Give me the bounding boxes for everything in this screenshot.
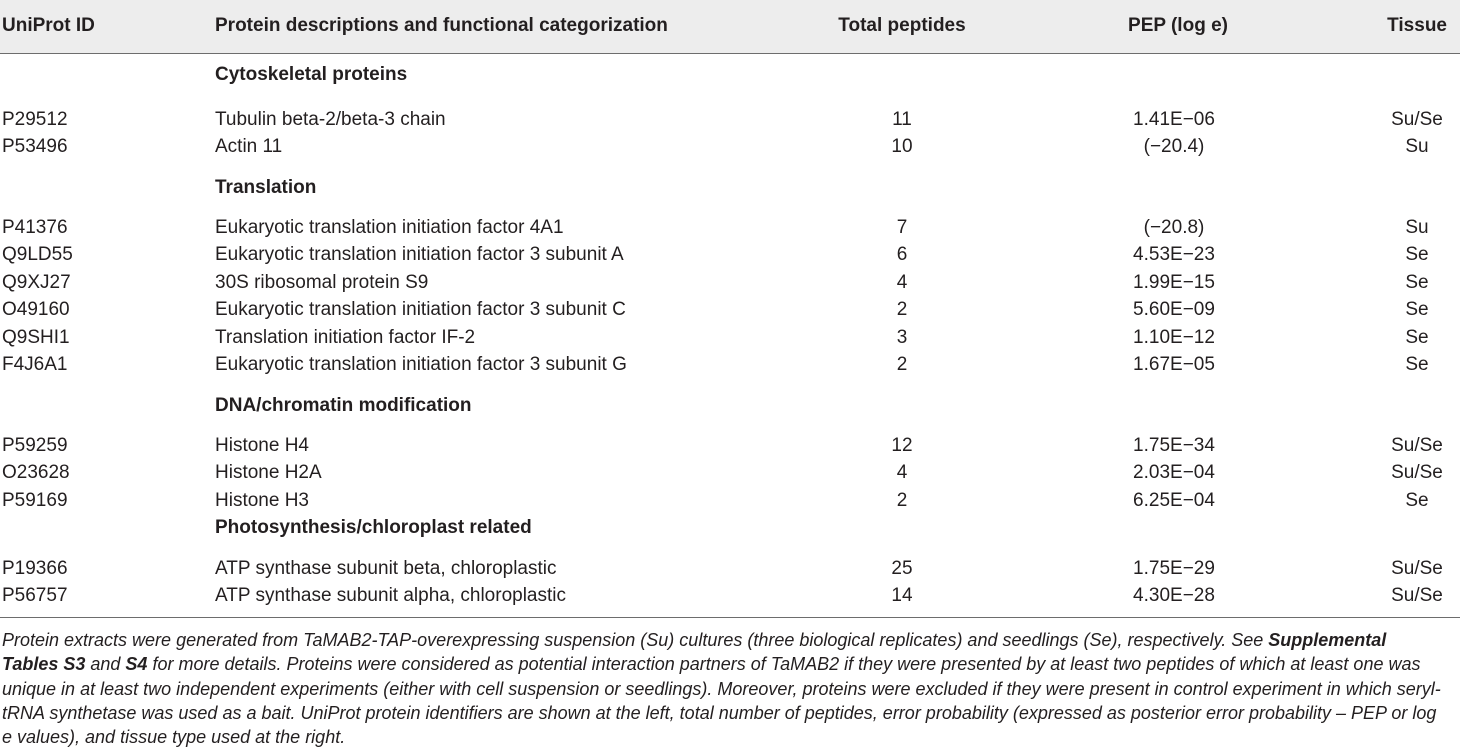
cell-tissue: Su/Se bbox=[1391, 462, 1443, 483]
cell-pep: 1.75E−29 bbox=[1133, 558, 1215, 579]
cell-pep: 4.30E−28 bbox=[1133, 585, 1215, 606]
footnote-text: for more details. Proteins were considered as potential interaction partners of TaMAB2 if they were presented by at least two peptides of which at least one was unique in at least two independent experiments (either with cell suspension or seedlings). Moreover, proteins were excluded if they were present in control experiment in which seryl-tRNA synthetase was used as a bait. UniProt protein identifiers are shown at the left, total number of peptides, error probability (expressed as posterior error probability – PEP or log e values), and tissue type used at the right. bbox=[2, 654, 1441, 748]
cell-description: Tubulin beta-2/beta-3 chain bbox=[215, 109, 446, 130]
cell-tissue: Su/Se bbox=[1391, 558, 1443, 579]
cell-tissue: Su/Se bbox=[1391, 585, 1443, 606]
cell-uniprot-id: P53496 bbox=[2, 136, 68, 157]
cell-peptides: 3 bbox=[896, 327, 908, 348]
cell-description: Eukaryotic translation initiation factor 4A1 bbox=[215, 217, 564, 238]
cell-uniprot-id: P56757 bbox=[2, 585, 68, 606]
header-pep: PEP (log e) bbox=[1128, 15, 1228, 36]
cell-tissue: Se bbox=[1405, 327, 1429, 348]
cell-peptides: 4 bbox=[896, 272, 908, 293]
table-bottom-rule bbox=[0, 617, 1460, 618]
cell-uniprot-id: P59169 bbox=[2, 490, 68, 511]
cell-pep: 1.75E−34 bbox=[1133, 435, 1215, 456]
header-description: Protein descriptions and functional categorization bbox=[215, 15, 668, 36]
cell-tissue: Se bbox=[1405, 299, 1429, 320]
category-heading: DNA/chromatin modification bbox=[215, 395, 472, 416]
footnote-supplemental-link: Supplemental Tables S3 bbox=[2, 630, 1387, 675]
header-tissue: Tissue bbox=[1387, 15, 1447, 36]
cell-pep: 5.60E−09 bbox=[1133, 299, 1215, 320]
cell-description: Histone H2A bbox=[215, 462, 322, 483]
cell-description: Actin 11 bbox=[215, 136, 283, 157]
cell-description: Eukaryotic translation initiation factor 3 subunit C bbox=[215, 299, 626, 320]
cell-uniprot-id: F4J6A1 bbox=[2, 354, 68, 375]
header-divider bbox=[0, 53, 1460, 54]
cell-pep: 6.25E−04 bbox=[1133, 490, 1215, 511]
cell-description: ATP synthase subunit beta, chloroplastic bbox=[215, 558, 557, 579]
cell-tissue: Su/Se bbox=[1391, 109, 1443, 130]
cell-pep: 1.10E−12 bbox=[1133, 327, 1215, 348]
cell-description: Histone H3 bbox=[215, 490, 309, 511]
cell-tissue: Se bbox=[1405, 490, 1429, 511]
cell-tissue: Su bbox=[1405, 217, 1429, 238]
cell-uniprot-id: O23628 bbox=[2, 462, 70, 483]
cell-peptides: 11 bbox=[892, 109, 912, 130]
cell-pep: (−20.4) bbox=[1143, 136, 1205, 157]
cell-pep: (−20.8) bbox=[1143, 217, 1205, 238]
category-heading: Cytoskeletal proteins bbox=[215, 64, 408, 85]
cell-description: Eukaryotic translation initiation factor 3 subunit A bbox=[215, 244, 624, 265]
cell-uniprot-id: P29512 bbox=[2, 109, 68, 130]
cell-description: Translation initiation factor IF-2 bbox=[215, 327, 476, 348]
cell-uniprot-id: P19366 bbox=[2, 558, 68, 579]
cell-description: ATP synthase subunit alpha, chloroplastic bbox=[215, 585, 566, 606]
cell-description: Histone H4 bbox=[215, 435, 309, 456]
cell-peptides: 4 bbox=[896, 462, 908, 483]
cell-description: 30S ribosomal protein S9 bbox=[215, 272, 429, 293]
cell-peptides: 6 bbox=[896, 244, 908, 265]
cell-peptides: 14 bbox=[891, 585, 913, 606]
cell-pep: 2.03E−04 bbox=[1133, 462, 1215, 483]
cell-uniprot-id: P59259 bbox=[2, 435, 68, 456]
table-footnote bbox=[2, 628, 1442, 749]
cell-peptides: 10 bbox=[891, 136, 913, 157]
footnote-supplemental-link: S4 bbox=[125, 654, 148, 675]
header-total-peptides: Total peptides bbox=[838, 15, 966, 36]
cell-tissue: Su/Se bbox=[1391, 435, 1443, 456]
cell-description: Eukaryotic translation initiation factor 3 subunit G bbox=[215, 354, 627, 375]
cell-pep: 4.53E−23 bbox=[1133, 244, 1215, 265]
cell-uniprot-id: Q9XJ27 bbox=[2, 272, 71, 293]
cell-tissue: Se bbox=[1405, 272, 1429, 293]
footnote-text: and bbox=[85, 654, 126, 675]
cell-peptides: 25 bbox=[891, 558, 913, 579]
header-uniprot-id: UniProt ID bbox=[2, 15, 95, 36]
cell-uniprot-id: P41376 bbox=[2, 217, 68, 238]
cell-tissue: Se bbox=[1405, 354, 1429, 375]
cell-peptides: 2 bbox=[896, 490, 908, 511]
cell-peptides: 2 bbox=[896, 299, 908, 320]
cell-pep: 1.41E−06 bbox=[1133, 109, 1215, 130]
cell-pep: 1.67E−05 bbox=[1133, 354, 1215, 375]
cell-tissue: Se bbox=[1405, 244, 1429, 265]
category-heading: Photosynthesis/chloroplast related bbox=[215, 517, 532, 538]
cell-uniprot-id: Q9SHI1 bbox=[2, 327, 70, 348]
cell-peptides: 2 bbox=[896, 354, 908, 375]
cell-uniprot-id: Q9LD55 bbox=[2, 244, 73, 265]
category-heading: Translation bbox=[215, 177, 317, 198]
cell-peptides: 12 bbox=[891, 435, 913, 456]
footnote-text: Protein extracts were generated from TaMAB2-TAP-overexpressing suspension (Su) cultures (three biological replicates) and seedlings (Se), respectively. See bbox=[2, 630, 1269, 650]
cell-uniprot-id: O49160 bbox=[2, 299, 70, 320]
cell-peptides: 7 bbox=[896, 217, 908, 238]
cell-pep: 1.99E−15 bbox=[1133, 272, 1215, 293]
cell-tissue: Su bbox=[1405, 136, 1429, 157]
